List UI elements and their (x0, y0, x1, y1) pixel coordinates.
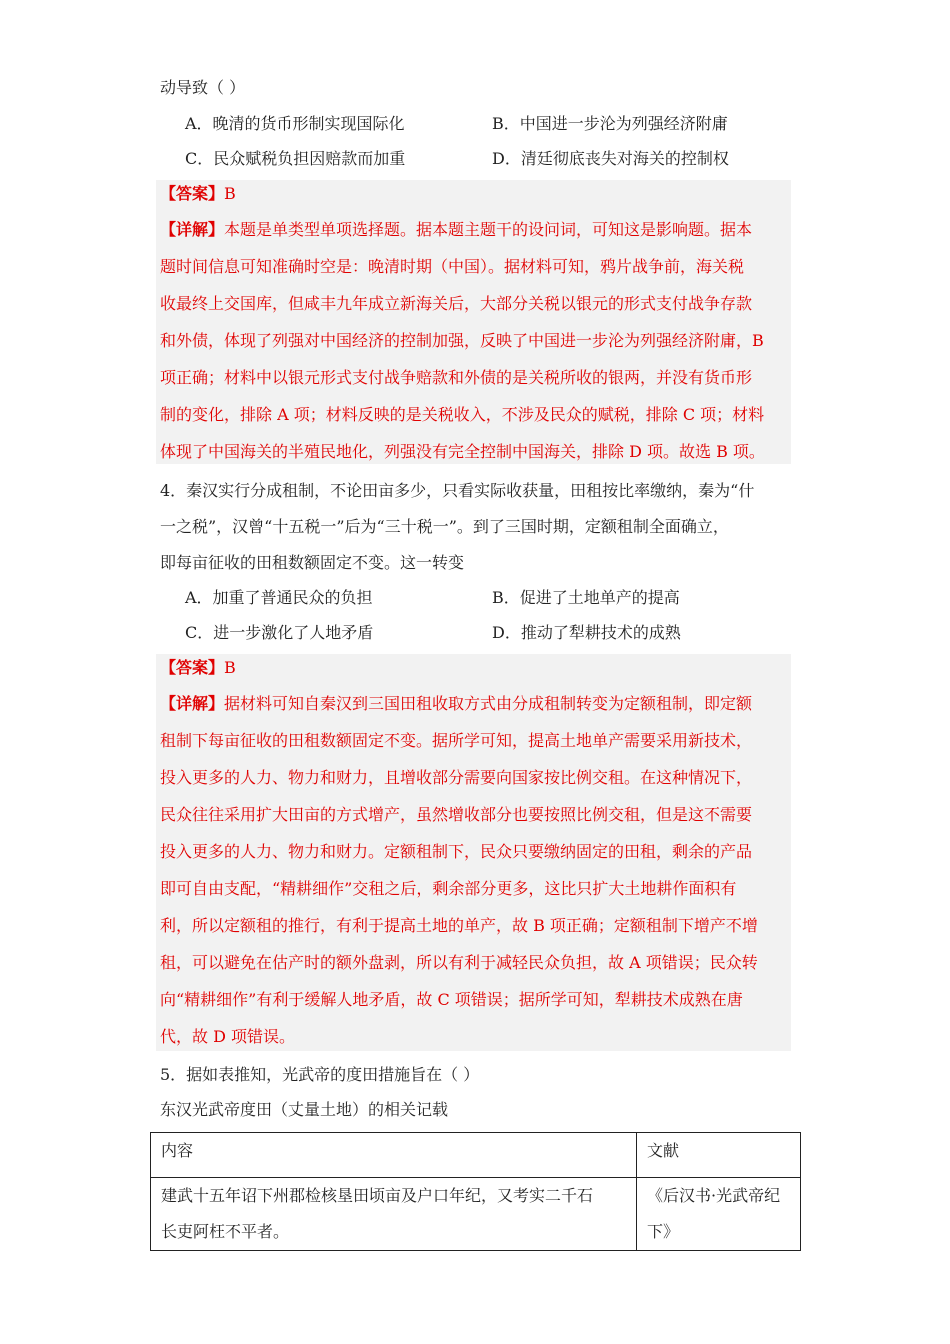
table-cell-content (151, 1178, 637, 1251)
q4-detail-line: 租制下每亩征收的田租数额固定不变。据所学可知，提高土地单产需要采用新技术， (160, 731, 753, 750)
q4-stem-line: 4．秦汉实行分成租制，不论田亩多少，只看实际收获量，田租按比率缴纳，秦为“什 (160, 481, 755, 500)
q3-option-a: A．晚清的货币形制实现国际化 (185, 114, 405, 133)
table-header-content: 内容 (151, 1133, 637, 1178)
q4-option-b: B．促进了土地单产的提高 (492, 588, 680, 607)
q3-answer: 【答案】B (160, 184, 236, 203)
q4-answer-block (156, 654, 791, 1051)
q4-stem-line: 即每亩征收的田租数额固定不变。这一转变 (160, 553, 465, 572)
q4-detail-line: 代，故 D 项错误。 (160, 1027, 296, 1046)
table-header-source: 文献 (637, 1133, 801, 1178)
table-row (151, 1178, 801, 1251)
q4-detail-line: 向“精耕细作”有利于缓解人地矛盾，故 C 项错误；据所学可知，犁耕技术成熟在唐 (160, 990, 743, 1009)
q3-detail-line: 【详解】本题是单类型单项选择题。据本题主题干的设问词，可知这是影响题。据本 (160, 220, 753, 239)
q3-detail-line: 和外债，体现了列强对中国经济的控制加强，反映了中国进一步沦为列强经济附庸，B (160, 331, 764, 350)
q3-option-c: C．民众赋税负担因赔款而加重 (185, 149, 406, 168)
q3-detail-line: 题时间信息可知准确时空是：晚清时期（中国）。据材料可知，鸦片战争前，海关税 (160, 257, 745, 276)
q4-detail-line: 【详解】据材料可知自秦汉到三国田租收取方式由分成租制转变为定额租制，即定额 (160, 694, 753, 713)
q3-option-d: D．清廷彻底丧失对海关的控制权 (492, 149, 729, 168)
table-header-row (151, 1133, 801, 1178)
q3-detail-line: 收最终上交国库，但咸丰九年成立新海关后，大部分关税以银元的形式支付战争存款 (160, 294, 753, 313)
cell-line: 《后汉书·光武帝纪 (647, 1186, 781, 1205)
q4-option-d: D．推动了犁耕技术的成熟 (492, 623, 681, 642)
records-table (150, 1132, 801, 1251)
q4-detail-line: 投入更多的人力、物力和财力，且增收部分需要向国家按比例交租。在这种情况下， (160, 768, 753, 787)
q4-detail-line: 利，所以定额租的推行，有利于提高土地的单产，故 B 项正确；定额租制下增产不增 (160, 916, 758, 935)
q4-detail-line: 民众往往采用扩大田亩的方式增产，虽然增收部分也要按照比例交租，但是这不需要 (160, 805, 753, 824)
q4-stem-line: 一之税”，汉曾“十五税一”后为“三十税一”。到了三国时期，定额租制全面确立， (160, 517, 729, 536)
q4-detail-line: 投入更多的人力、物力和财力。定额租制下，民众只要缴纳固定的田租，剩余的产品 (160, 842, 753, 861)
q3-stem-tail: 动导致（ ） (160, 78, 246, 97)
q3-detail-line: 项正确；材料中以银元形式支付战争赔款和外债的是关税所收的银两，并没有货币形 (160, 368, 753, 387)
q3-answer-block (156, 180, 791, 464)
q4-answer: 【答案】B (160, 658, 236, 677)
q4-option-c: C．进一步激化了人地矛盾 (185, 623, 374, 642)
q3-detail-line: 制的变化，排除 A 项；材料反映的是关税收入，不涉及民众的赋税，排除 C 项；材料 (160, 405, 765, 424)
q5-stem: 5．据如表推知，光武帝的度田措施旨在（ ） (160, 1065, 480, 1084)
q4-detail-line: 即可自由支配，“精耕细作”交租之后，剩余部分更多，这比只扩大土地耕作面积有 (160, 879, 737, 898)
q5-table-caption: 东汉光武帝度田（丈量土地）的相关记载 (160, 1100, 449, 1119)
cell-line: 建武十五年诏下州郡检核垦田顷亩及户口年纪，又考实二千石 (161, 1186, 594, 1205)
q4-detail-line: 租，可以避免在估产时的额外盘剥，所以有利于减轻民众负担，故 A 项错误；民众转 (160, 953, 758, 972)
q3-option-b: B．中国进一步沦为列强经济附庸 (492, 114, 728, 133)
q3-detail-line: 体现了中国海关的半殖民地化，列强没有完全控制中国海关，排除 D 项。故选 B 项。 (160, 442, 765, 461)
table-cell-source (637, 1178, 801, 1251)
cell-line: 下》 (647, 1222, 680, 1241)
cell-line: 长吏阿枉不平者。 (161, 1222, 290, 1241)
q4-option-a: A．加重了普通民众的负担 (185, 588, 373, 607)
